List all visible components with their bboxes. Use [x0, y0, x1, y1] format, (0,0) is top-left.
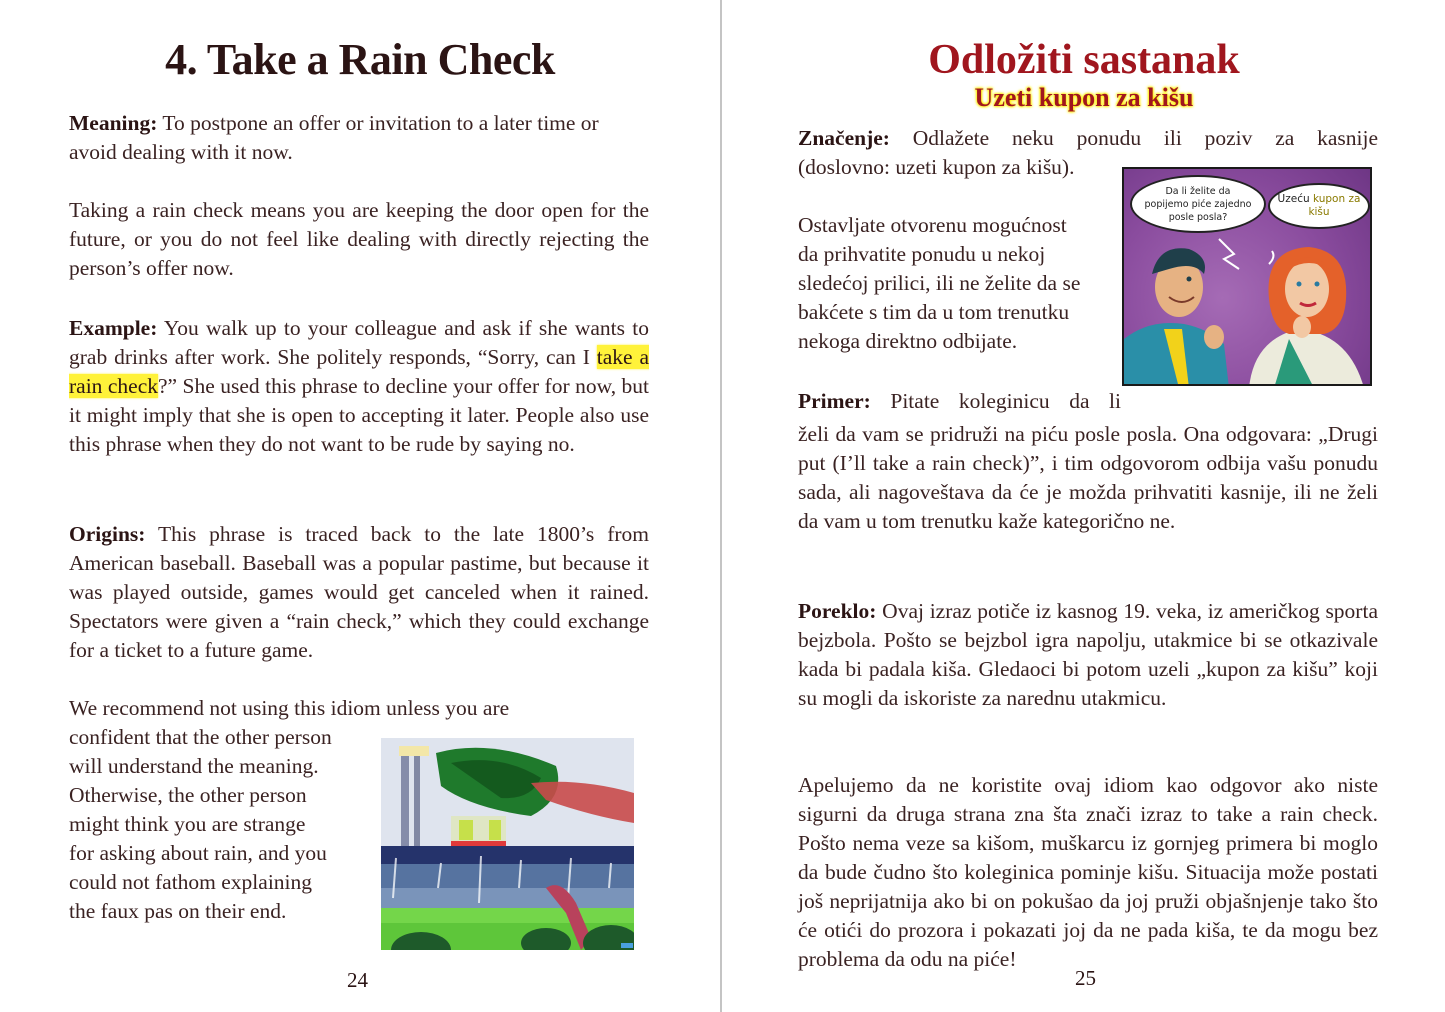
page-number: 25 — [1075, 966, 1096, 990]
recommendation-line: might think you are strange — [69, 812, 306, 836]
page-number: 24 — [347, 968, 368, 992]
recommendation-line: Otherwise, the other person — [69, 783, 307, 807]
page-subtitle: Uzeti kupon za kišu — [974, 83, 1194, 112]
example-label: Example: — [69, 316, 158, 340]
rainy-baseball-watercolor-image — [381, 738, 634, 950]
comic-illustration — [1122, 167, 1372, 386]
recommendation-line: We recommend not using this idiom unless you are — [69, 696, 510, 720]
origins-text: This phrase is traced back to the late 1800’s from American baseball. Baseball was a popular pastime, but because it was played outside, games would get canceled when it rained. Spectators were given a “rain check,” which they could exchange for a ticket to a future game. — [69, 522, 649, 662]
origins-label: Origins: — [69, 522, 146, 546]
page-title: 4. Take a Rain Check — [165, 35, 555, 84]
explanation-paragraph: Taking a rain check means you are keeping the door open for the future, or you do not feel like dealing with directly rejecting the person’s offer now. — [69, 198, 649, 280]
page-title: Odložiti sastanak — [928, 37, 1240, 83]
meaning-paragraph-line2: (doslovno: uzeti kupon za kišu). — [798, 155, 1075, 179]
example-paragraph-line1 — [798, 387, 1121, 416]
book-spine-divider — [720, 0, 722, 1012]
meaning-label: Značenje: — [798, 126, 890, 150]
origins-text: Ovaj izraz potiče iz kasnog 19. veka, iz američkog sporta bejzbola. Pošto se bejzbol igra napolju, utakmice bi se otkazivale kada bi padala kiša. Gledaoci bi potom uzeli „kupon za kišu” koji su mogli da iskoriste za narednu utakmicu. — [798, 599, 1378, 710]
right-page — [723, 0, 1445, 1012]
explanation-paragraph — [798, 211, 1128, 356]
meaning-text: To postpone an offer or invitation to a later time or avoid dealing with it now. — [69, 111, 599, 164]
recommendation-line: will understand the meaning. — [69, 754, 319, 778]
speech-bubble-question: Da li želite da popijemo piće zajedno posle posla? — [1130, 175, 1266, 233]
origins-paragraph — [798, 597, 1378, 713]
recommendation-line: the faux pas on their end. — [69, 899, 287, 923]
meaning-text: Odlažete neku ponudu ili poziv za kasnije — [889, 126, 1378, 150]
left-page — [0, 0, 720, 1012]
origins-paragraph — [69, 520, 649, 665]
recommendation-line: could not fathom explaining — [69, 870, 313, 894]
meaning-label: Meaning: — [69, 111, 158, 135]
meaning-paragraph-line1 — [798, 124, 1378, 153]
example-paragraph: želi da vam se pridruži na piću posle posla. Ona odgovara: „Drugi put (I’ll take a rain check)”, i tim odgovorom odbija vašu ponudu sada, ali nagoveštava da će je možda prihvatiti kasnije, ili ne želi da vam u tom trenutku kaže kategorično ne. — [798, 422, 1378, 533]
answer-text: Uzeću — [1277, 193, 1313, 205]
speech-bubble-answer — [1268, 183, 1370, 229]
explanation-line: bakćete s tim da u tom trenutku — [798, 300, 1070, 324]
example-text: Pitate koleginicu da li — [870, 389, 1121, 413]
answer-highlight: kupon za kišu — [1308, 193, 1361, 218]
example-text-continued: ?” She used this phrase to decline your offer for now, but it might imply that she is open to accepting it later. People also use this phrase when they do not want to be rude by saying no. — [69, 374, 650, 456]
explanation-line: nekoga direktno odbijate. — [798, 329, 1018, 353]
recommendation-line: for asking about rain, and you — [69, 841, 327, 865]
origins-label: Poreklo: — [798, 599, 877, 623]
explanation-line: da prihvatite ponudu u nekoj — [798, 242, 1046, 266]
example-label: Primer: — [798, 389, 871, 413]
highlighted-phrase: take a rain check — [69, 345, 649, 398]
recommendation-line: confident that the other person — [69, 725, 332, 749]
recommendation-paragraph: Apelujemo da ne koristite ovaj idiom kao odgovor ako niste sigurni da druga strana zna šta znači izraz to take a rain check. Pošto nema veze sa kišom, muškarcu iz gornjeg primera bi moglo da bude čudno što koleginica pominje kišu. Situacija može postati još neprijatnija ako bi on pokušao da joj pruži objašnjenje tako što će otići do prozora i pokazati joj da ne pada kiša, te da mogu bez problema da odu na piće! — [798, 773, 1378, 971]
example-paragraph — [69, 314, 649, 459]
example-text: You walk up to your colleague and ask if she wants to grab drinks after work. She politely responds, “Sorry, can I — [69, 316, 649, 369]
meaning-paragraph — [69, 109, 649, 167]
explanation-line: Ostavljate otvorenu mogućnost — [798, 213, 1067, 237]
explanation-line: sledećoj prilici, ili ne želite da se — [798, 271, 1081, 295]
